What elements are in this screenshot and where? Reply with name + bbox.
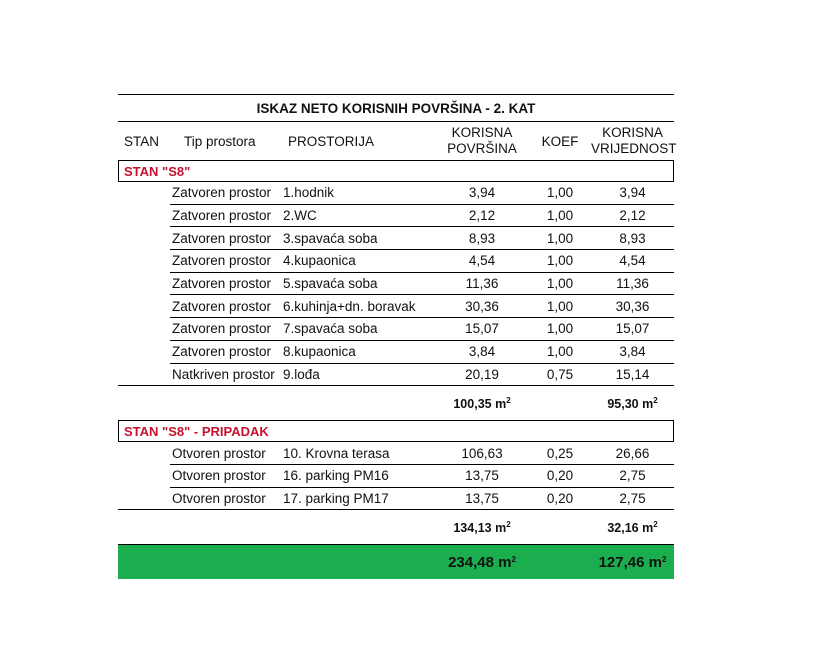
cell-prostorija: 10. Krovna terasa [283, 445, 390, 461]
cell-prostorija: 17. parking PM17 [283, 490, 389, 506]
section-stan-s8-total [118, 385, 674, 420]
cell-tip: Zatvoren prostor [172, 344, 272, 360]
section-pripadak-rows [170, 442, 674, 509]
table-title: ISKAZ NETO KORISNIH POVRŠINA - 2. KAT [118, 94, 674, 122]
header-korisna-vrijednost [591, 125, 677, 157]
cell-vrijednost: 2,75 [619, 468, 646, 484]
cell-vrijednost: 2,12 [619, 208, 646, 224]
cell-povrsina: 11,36 [465, 276, 499, 292]
table-row [170, 341, 674, 364]
cell-koef: 0,20 [546, 490, 574, 506]
grand-total-povrsina: 234,48 $m^2$ [448, 553, 516, 571]
table-row [170, 364, 674, 386]
cell-tip: Natkriven prostor [172, 366, 275, 382]
cell-tip: Otvoren prostor [172, 468, 266, 484]
table-row [170, 442, 674, 465]
cell-vrijednost: 15,07 [615, 321, 650, 337]
header-stan: STAN [124, 133, 160, 149]
cell-tip: Otvoren prostor [172, 445, 266, 461]
area-table [118, 94, 677, 579]
cell-tip: Zatvoren prostor [172, 208, 272, 224]
cell-vrijednost: 11,36 [616, 276, 649, 292]
cell-tip: Zatvoren prostor [172, 185, 272, 201]
cell-vrijednost: 3,94 [619, 185, 646, 201]
section-pripadak-label: STAN "S8" - PRIPADAK [118, 420, 674, 442]
cell-povrsina: 3,94 [468, 185, 496, 201]
header-korisna-vrijednost-line1: KORISNA [602, 125, 663, 140]
cell-tip: Zatvoren prostor [172, 298, 272, 314]
cell-povrsina: 15,07 [465, 321, 499, 337]
cell-koef: 1,00 [546, 230, 574, 246]
table-row [170, 465, 674, 488]
cell-koef: 1,00 [546, 208, 574, 224]
total-vrijednost: 95,30 $m^2$ [607, 395, 658, 411]
cell-povrsina: 106,63 [461, 445, 503, 461]
cell-prostorija: 3.spavaća soba [283, 230, 378, 246]
table-row [170, 488, 674, 510]
cell-povrsina: 4,54 [468, 253, 496, 269]
section-stan-s8-label: STAN "S8" [118, 160, 674, 182]
header-korisna-povrsina-line1: KORISNA [451, 125, 513, 140]
cell-vrijednost: 8,93 [619, 230, 646, 246]
cell-tip: Zatvoren prostor [172, 253, 272, 269]
table-row [170, 273, 674, 296]
cell-koef: 1,00 [546, 276, 574, 292]
cell-koef: 1,00 [546, 253, 574, 269]
cell-povrsina: 3,84 [468, 344, 496, 360]
cell-koef: 1,00 [546, 185, 574, 201]
header-prostorija: PROSTORIJA [288, 133, 375, 149]
cell-tip: Zatvoren prostor [172, 230, 272, 246]
table-row [170, 227, 674, 250]
cell-koef: 0,20 [546, 468, 574, 484]
cell-povrsina: 13,75 [465, 468, 499, 484]
cell-vrijednost: 15,14 [615, 366, 650, 382]
column-headers [118, 122, 677, 160]
cell-povrsina: 2,12 [468, 208, 496, 224]
section-stan-s8-rows [170, 182, 674, 385]
header-korisna-povrsina-line2: POVRŠINA [447, 141, 517, 156]
section-pripadak-total [118, 509, 674, 544]
table-row [170, 182, 674, 205]
cell-prostorija: 5.spavaća soba [283, 276, 378, 292]
total-povrsina: 100,35 $m^2$ [453, 395, 511, 411]
cell-prostorija: 9.lođa [283, 366, 320, 382]
cell-koef: 1,00 [546, 298, 574, 314]
cell-povrsina: 30,36 [465, 298, 499, 314]
cell-koef: 0,25 [546, 445, 574, 461]
table-row [170, 318, 674, 341]
table-row [170, 295, 674, 318]
table-row [170, 250, 674, 273]
header-korisna-vrijednost-line2: VRIJEDNOST [591, 141, 677, 156]
cell-prostorija: 7.spavaća soba [283, 321, 378, 337]
cell-vrijednost: 30,36 [615, 298, 650, 314]
cell-vrijednost: 2,75 [619, 490, 646, 506]
cell-tip: Zatvoren prostor [172, 276, 272, 292]
cell-vrijednost: 26,66 [615, 445, 650, 461]
total-vrijednost: 32,16 $m^2$ [607, 519, 658, 535]
cell-tip: Otvoren prostor [172, 490, 266, 506]
header-korisna-povrsina [435, 125, 529, 157]
header-tip-prostora: Tip prostora [184, 133, 256, 149]
total-povrsina: 134,13 $m^2$ [453, 519, 511, 535]
cell-koef: 1,00 [546, 321, 574, 337]
cell-povrsina: 8,93 [468, 230, 496, 246]
cell-koef: 0,75 [546, 366, 574, 382]
cell-prostorija: 2.WC [283, 208, 317, 224]
cell-prostorija: 16. parking PM16 [283, 468, 389, 484]
grand-total-vrijednost: 127,46 $m^2$ [598, 553, 667, 571]
cell-vrijednost: 3,84 [619, 344, 646, 360]
header-koef: KOEF [541, 133, 579, 149]
cell-povrsina: 20,19 [465, 366, 499, 382]
cell-prostorija: 4.kupaonica [283, 253, 356, 269]
cell-tip: Zatvoren prostor [172, 321, 272, 337]
cell-prostorija: 8.kupaonica [283, 344, 356, 360]
cell-vrijednost: 4,54 [619, 253, 646, 269]
cell-prostorija: 1.hodnik [283, 185, 335, 201]
cell-prostorija: 6.kuhinja+dn. boravak [283, 298, 416, 314]
cell-povrsina: 13,75 [465, 490, 499, 506]
table-row [170, 205, 674, 228]
cell-koef: 1,00 [546, 344, 574, 360]
grand-total-row [118, 544, 674, 579]
